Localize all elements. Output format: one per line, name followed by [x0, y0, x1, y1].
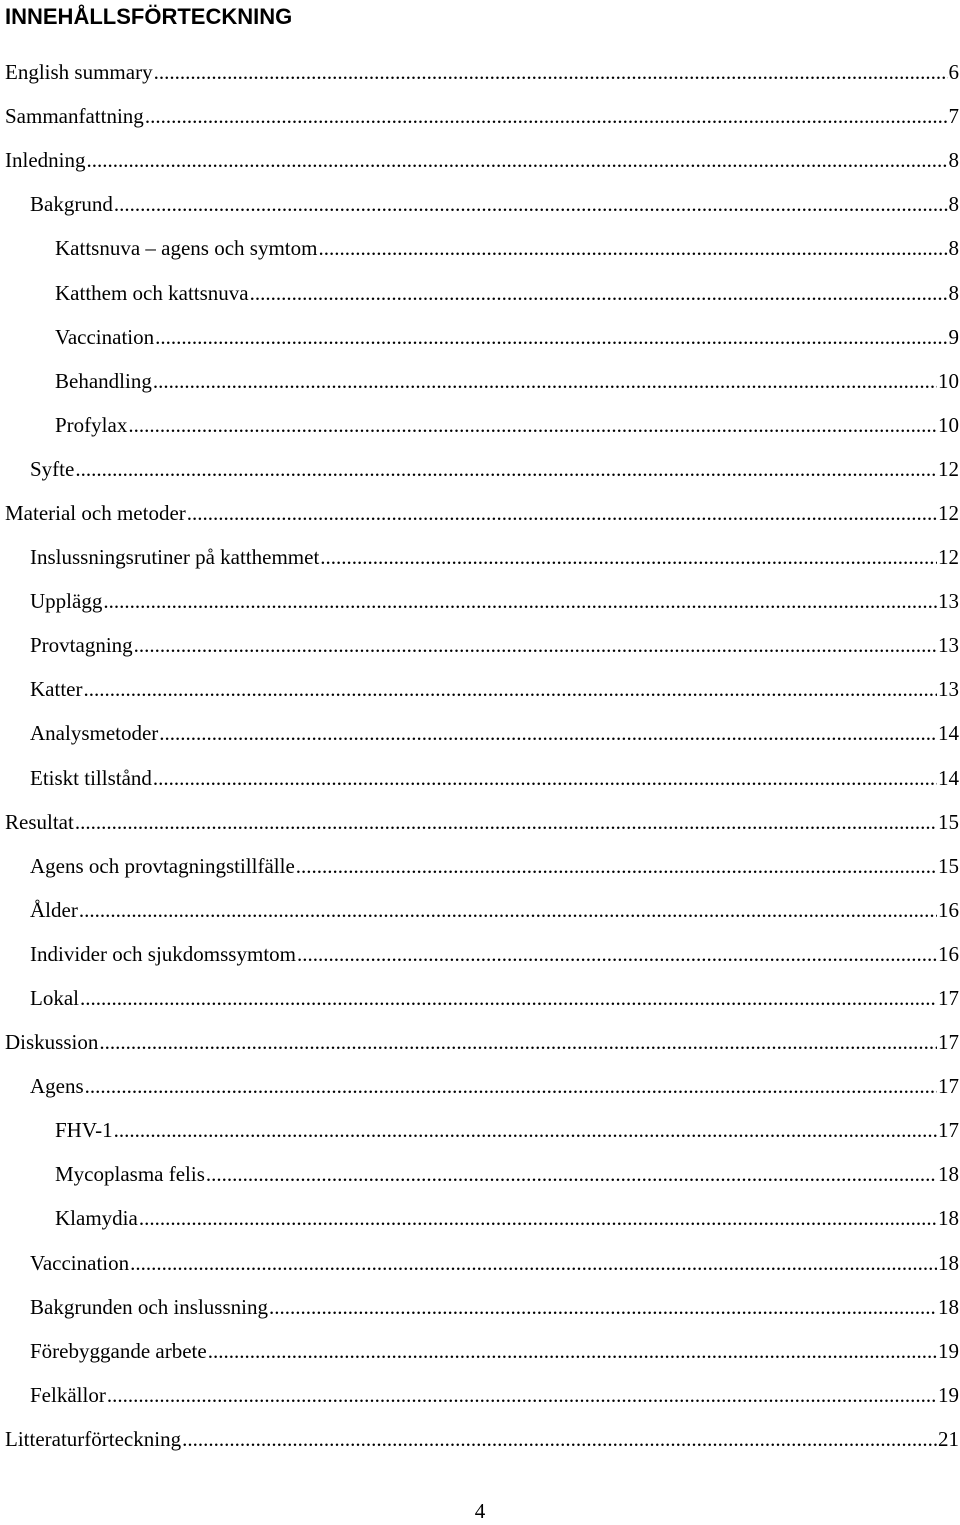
toc-entry-page: 19 [938, 1373, 960, 1417]
toc-entry-title: Etiskt tillstånd [30, 756, 152, 800]
toc-entry-page: 12 [938, 491, 960, 535]
toc-entry-title: Profylax [55, 403, 127, 447]
toc-entry[interactable] [0, 932, 960, 976]
toc-dot-leader [250, 271, 948, 315]
table-of-contents [0, 50, 960, 1461]
toc-entry-page: 15 [938, 800, 960, 844]
toc-entry-page: 17 [938, 1064, 960, 1108]
toc-entry[interactable] [0, 1417, 960, 1461]
toc-dot-leader [130, 1241, 937, 1285]
toc-entry-page: 13 [938, 623, 960, 667]
toc-dot-leader [145, 94, 948, 138]
toc-entry-page: 9 [949, 315, 960, 359]
toc-entry-page: 7 [949, 94, 960, 138]
toc-entry-title: English summary [5, 50, 153, 94]
toc-entry-page: 15 [938, 844, 960, 888]
toc-dot-leader [107, 1373, 937, 1417]
toc-entry-title: Upplägg [30, 579, 102, 623]
toc-entry-page: 8 [949, 271, 960, 315]
toc-dot-leader [75, 447, 937, 491]
toc-entry[interactable] [0, 756, 960, 800]
toc-entry-title: Kattsnuva – agens och symtom [55, 226, 317, 270]
toc-entry-title: Provtagning [30, 623, 133, 667]
toc-entry-page: 16 [938, 888, 960, 932]
toc-dot-leader [206, 1152, 937, 1196]
toc-entry-title: Litteraturförteckning [5, 1417, 181, 1461]
toc-dot-leader [296, 844, 937, 888]
toc-dot-leader [318, 226, 947, 270]
toc-entry[interactable] [0, 1064, 960, 1108]
toc-entry-title: Katter [30, 667, 82, 711]
toc-dot-leader [103, 579, 937, 623]
toc-entry[interactable] [0, 491, 960, 535]
toc-entry-page: 17 [938, 1108, 960, 1152]
toc-entry-title: Mycoplasma felis [55, 1152, 205, 1196]
toc-entry-page: 10 [938, 403, 960, 447]
toc-entry[interactable] [0, 976, 960, 1020]
toc-entry[interactable] [0, 138, 960, 182]
toc-entry[interactable] [0, 1241, 960, 1285]
toc-entry-title: Individer och sjukdomssymtom [30, 932, 296, 976]
toc-entry[interactable] [0, 403, 960, 447]
toc-dot-leader [79, 888, 937, 932]
toc-dot-leader [208, 1329, 937, 1373]
toc-entry-page: 19 [938, 1329, 960, 1373]
toc-dot-leader [75, 800, 937, 844]
toc-entry[interactable] [0, 623, 960, 667]
toc-entry[interactable] [0, 50, 960, 94]
toc-entry-page: 18 [938, 1285, 960, 1329]
toc-entry[interactable] [0, 1285, 960, 1329]
toc-dot-leader [187, 491, 937, 535]
toc-entry[interactable] [0, 1329, 960, 1373]
toc-dot-leader [80, 976, 937, 1020]
toc-entry[interactable] [0, 579, 960, 623]
toc-dot-leader [153, 359, 937, 403]
toc-entry-title: FHV-1 [55, 1108, 113, 1152]
toc-dot-leader [83, 667, 937, 711]
toc-entry-title: Vaccination [30, 1241, 129, 1285]
toc-entry-title: Behandling [55, 359, 152, 403]
toc-entry[interactable] [0, 1373, 960, 1417]
toc-entry-page: 8 [949, 226, 960, 270]
toc-entry-page: 18 [938, 1241, 960, 1285]
toc-entry[interactable] [0, 226, 960, 270]
toc-entry[interactable] [0, 667, 960, 711]
toc-entry-title: Sammanfattning [5, 94, 144, 138]
toc-entry-title: Agens och provtagningstillfälle [30, 844, 295, 888]
toc-entry-title: Klamydia [55, 1196, 138, 1240]
toc-entry[interactable] [0, 94, 960, 138]
toc-entry-page: 18 [938, 1196, 960, 1240]
toc-entry-title: Diskussion [5, 1020, 98, 1064]
toc-entry-title: Inledning [5, 138, 85, 182]
toc-entry-page: 8 [949, 182, 960, 226]
toc-entry[interactable] [0, 711, 960, 755]
page-number: 4 [0, 1497, 960, 1525]
toc-dot-leader [182, 1417, 937, 1461]
toc-entry-page: 12 [938, 447, 960, 491]
toc-entry-title: Inslussningsrutiner på katthemmet [30, 535, 319, 579]
toc-dot-leader [139, 1196, 937, 1240]
toc-dot-leader [114, 1108, 937, 1152]
toc-entry-page: 8 [949, 138, 960, 182]
toc-entry[interactable] [0, 315, 960, 359]
toc-entry-title: Förebyggande arbete [30, 1329, 207, 1373]
toc-entry-title: Felkällor [30, 1373, 106, 1417]
toc-entry[interactable] [0, 888, 960, 932]
toc-dot-leader [134, 623, 937, 667]
toc-entry[interactable] [0, 1108, 960, 1152]
toc-entry-title: Material och metoder [5, 491, 186, 535]
toc-dot-leader [269, 1285, 937, 1329]
toc-dot-leader [155, 315, 947, 359]
toc-entry-title: Analysmetoder [30, 711, 158, 755]
toc-entry-title: Katthem och kattsnuva [55, 271, 249, 315]
toc-entry-title: Lokal [30, 976, 79, 1020]
toc-dot-leader [86, 138, 947, 182]
toc-entry[interactable] [0, 800, 960, 844]
toc-entry-title: Syfte [30, 447, 74, 491]
toc-entry[interactable] [0, 447, 960, 491]
toc-entry[interactable] [0, 1020, 960, 1064]
toc-entry-title: Resultat [5, 800, 74, 844]
toc-entry-page: 14 [938, 756, 960, 800]
toc-entry-page: 17 [938, 1020, 960, 1064]
toc-dot-leader [128, 403, 937, 447]
toc-dot-leader [153, 756, 937, 800]
toc-entry-page: 21 [938, 1417, 960, 1461]
toc-entry-page: 14 [938, 711, 960, 755]
toc-entry-page: 18 [938, 1152, 960, 1196]
toc-entry-title: Ålder [30, 888, 78, 932]
toc-dot-leader [154, 50, 948, 94]
toc-entry-page: 16 [938, 932, 960, 976]
toc-entry-page: 17 [938, 976, 960, 1020]
page-heading: INNEHÅLLSFÖRTECKNING [5, 2, 292, 32]
toc-entry-title: Agens [30, 1064, 84, 1108]
toc-dot-leader [159, 711, 937, 755]
toc-entry-title: Vaccination [55, 315, 154, 359]
toc-entry-title: Bakgrund [30, 182, 113, 226]
toc-entry[interactable] [0, 359, 960, 403]
toc-entry-title: Bakgrunden och inslussning [30, 1285, 268, 1329]
toc-entry[interactable] [0, 1196, 960, 1240]
toc-dot-leader [99, 1020, 937, 1064]
toc-entry-page: 13 [938, 579, 960, 623]
toc-dot-leader [85, 1064, 937, 1108]
toc-dot-leader [114, 182, 948, 226]
toc-entry[interactable] [0, 1152, 960, 1196]
toc-dot-leader [320, 535, 937, 579]
toc-entry[interactable] [0, 182, 960, 226]
toc-entry-page: 12 [938, 535, 960, 579]
toc-entry-page: 13 [938, 667, 960, 711]
toc-entry[interactable] [0, 844, 960, 888]
toc-entry[interactable] [0, 270, 960, 314]
toc-entry-page: 10 [938, 359, 960, 403]
toc-entry[interactable] [0, 535, 960, 579]
toc-entry-page: 6 [949, 50, 960, 94]
toc-dot-leader [297, 932, 937, 976]
